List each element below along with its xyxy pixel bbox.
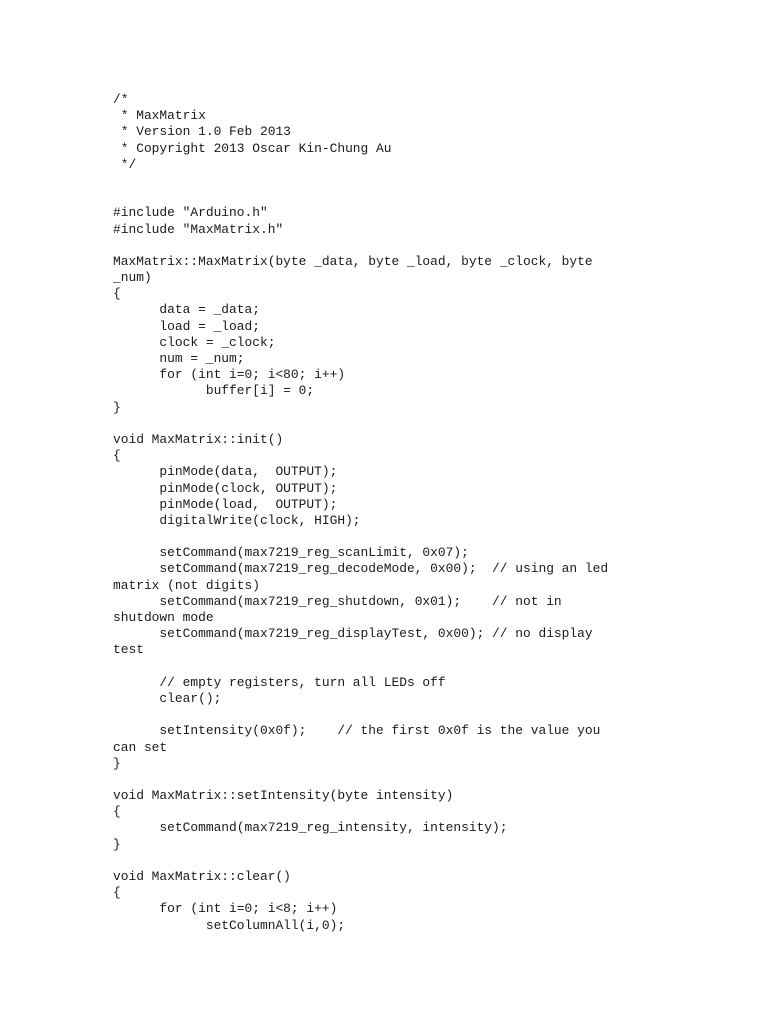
code-line: can set	[113, 739, 168, 755]
code-line: }	[113, 399, 121, 415]
code-line: num = _num;	[113, 351, 245, 366]
code-line: shutdown mode	[113, 610, 214, 625]
code-line	[113, 772, 653, 788]
code-line: void MaxMatrix::setIntensity(byte intensity)	[113, 788, 454, 804]
code-line: setCommand(max7219_reg_scanLimit, 0x07);	[113, 545, 469, 561]
code-line: load = _load;	[113, 318, 260, 334]
code-line: setCommand(max7219_reg_displayTest, 0x00); // no display	[113, 626, 593, 642]
code-line	[113, 853, 653, 869]
code-line	[113, 416, 653, 432]
code-line: pinMode(load, OUTPUT);	[113, 496, 338, 512]
code-line	[113, 173, 653, 189]
code-line: {	[113, 286, 121, 302]
code-line: #include "Arduino.h"	[113, 205, 268, 221]
code-line: pinMode(data, OUTPUT);	[113, 464, 338, 480]
code-line: * MaxMatrix	[113, 108, 206, 124]
code-line: clear();	[113, 690, 222, 706]
code-line: }	[113, 836, 121, 852]
code-line: _num)	[113, 270, 152, 286]
code-line: MaxMatrix::MaxMatrix(byte _data, byte _load, byte _clock, byte	[113, 253, 593, 269]
code-line: }	[113, 755, 121, 771]
code-line: setCommand(max7219_reg_intensity, intensity);	[113, 820, 508, 836]
code-line: * Copyright 2013 Oscar Kin-Chung Au	[113, 140, 392, 156]
code-line: void MaxMatrix::clear()	[113, 869, 291, 884]
code-line: setCommand(max7219_reg_shutdown, 0x01); // not in	[113, 593, 562, 609]
code-line: /*	[113, 92, 129, 107]
code-line: for (int i=0; i<80; i++)	[113, 367, 346, 383]
code-line: test	[113, 642, 144, 658]
code-line	[113, 189, 653, 205]
code-listing	[113, 92, 653, 934]
code-line	[113, 707, 653, 723]
code-line: for (int i=0; i<8; i++)	[113, 901, 338, 917]
code-line: setCommand(max7219_reg_decodeMode, 0x00); // using an led	[113, 561, 609, 577]
code-line: * Version 1.0 Feb 2013	[113, 124, 291, 140]
code-line: // empty registers, turn all LEDs off	[113, 674, 446, 690]
code-line	[113, 238, 653, 254]
code-line: {	[113, 804, 121, 820]
code-line: {	[113, 448, 121, 464]
code-line: clock = _clock;	[113, 334, 276, 350]
code-line: setColumnAll(i,0);	[113, 917, 346, 933]
code-line	[113, 529, 653, 545]
code-line: {	[113, 885, 121, 901]
code-line: void MaxMatrix::init()	[113, 431, 284, 447]
code-line: setIntensity(0x0f); // the first 0x0f is the value you	[113, 723, 601, 739]
code-line: pinMode(clock, OUTPUT);	[113, 480, 338, 496]
code-line: #include "MaxMatrix.h"	[113, 221, 284, 237]
code-line: data = _data;	[113, 302, 260, 318]
code-line: matrix (not digits)	[113, 577, 260, 593]
code-line: */	[113, 156, 137, 172]
code-line	[113, 659, 653, 675]
code-line: buffer[i] = 0;	[113, 383, 315, 399]
code-line: digitalWrite(clock, HIGH);	[113, 512, 361, 528]
